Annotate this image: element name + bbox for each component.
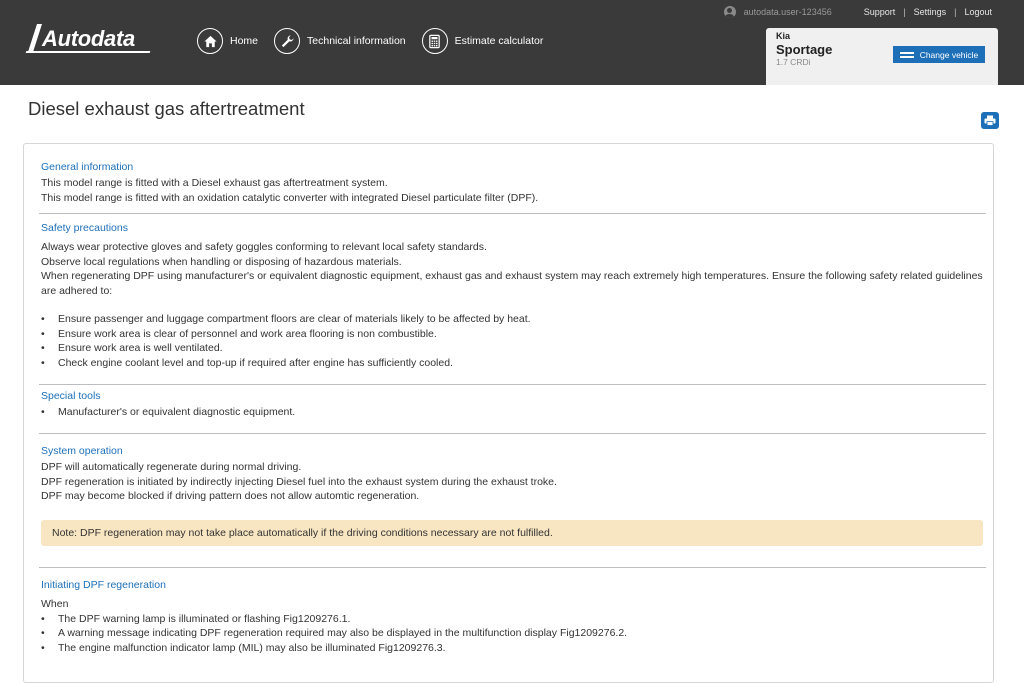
- list-item-text: Ensure work area is well ventilated.: [58, 342, 223, 354]
- change-vehicle-button[interactable]: [893, 46, 985, 63]
- section-title: Initiating DPF regeneration: [41, 579, 166, 591]
- section-initiating-dpf-regeneration: [41, 579, 986, 655]
- separator: |: [903, 7, 906, 17]
- section-system-operation: [41, 445, 986, 504]
- list-item: • A warning message indicating DPF regeneration required may also be displayed in the multifunction display Fig1209276.2.: [41, 627, 628, 639]
- list-item-text: Ensure passenger and luggage compartment floors are clear of materials likely to be affected by heat.: [58, 313, 531, 325]
- divider: [39, 567, 986, 568]
- settings-link[interactable]: Settings: [913, 7, 947, 17]
- nav-home-label: Home: [230, 35, 259, 47]
- print-icon: [984, 115, 996, 126]
- list-item: • Manufacturer's or equivalent diagnostic equipment.: [41, 406, 296, 418]
- vehicle-engine: 1.7 CRDi: [776, 57, 811, 67]
- text-line: This model range is fitted with an oxidation catalytic converter with integrated Diesel particulate filter (DPF).: [41, 191, 539, 204]
- text-line: When regenerating DPF using manufacturer's or equivalent diagnostic equipment, exhaust gas and exhaust system may reach extremely high temperatures. Ensure the following safety related guidelines are adhered to:: [41, 270, 983, 297]
- list-item-text: A warning message indicating DPF regeneration required may also be displayed in the multifunction display Fig1209276.2.: [58, 627, 628, 639]
- text-line: Observe local regulations when handling or disposing of hazardous materials.: [41, 255, 402, 268]
- list-item: • Ensure work area is well ventilated.: [41, 342, 223, 354]
- list-item: • Ensure passenger and luggage compartment floors are clear of materials likely to be affected by heat.: [41, 313, 531, 325]
- separator: |: [954, 7, 957, 17]
- list-item-text: Ensure work area is clear of personnel and work area flooring is non combustible.: [58, 327, 437, 340]
- text-line: Always wear protective gloves and safety goggles conforming to relevant local safety standards.: [41, 241, 487, 253]
- list-item: • Ensure work area is clear of personnel and work area flooring is non combustible.: [41, 327, 437, 340]
- text-line: DPF regeneration is initiated by indirectly injecting Diesel fuel into the exhaust system during the exhaust troke.: [41, 475, 557, 488]
- change-vehicle-label: Change vehicle: [919, 49, 979, 60]
- list-item-text: The DPF warning lamp is illuminated or flashing Fig1209276.1.: [58, 612, 351, 625]
- list-item: • The engine malfunction indicator lamp (MIL) may also be illuminated Fig1209276.3.: [41, 641, 446, 654]
- nav-technical-information-label: Technical information: [307, 35, 406, 47]
- username: autodata.user-123456: [743, 7, 832, 17]
- swap-icon: [900, 51, 914, 58]
- logo-underline: [26, 51, 151, 53]
- section-title: System operation: [41, 445, 123, 457]
- text-line: When: [41, 598, 69, 610]
- list-item-text: Manufacturer's or equivalent diagnostic equipment.: [58, 406, 296, 418]
- divider: [39, 384, 986, 385]
- nav-home[interactable]: [197, 28, 258, 54]
- nav-estimate-calculator[interactable]: [422, 28, 544, 54]
- main-nav: [197, 28, 543, 54]
- logo-text: Autodata: [42, 26, 135, 51]
- section-title: Safety precautions: [41, 222, 128, 234]
- divider: [39, 433, 986, 434]
- vehicle-model: Sportage: [776, 42, 833, 57]
- note-box: Note: DPF regeneration may not take place automatically if the driving conditions necessary are not fulfilled.: [41, 520, 983, 546]
- text-line: This model range is fitted with a Diesel exhaust gas aftertreatment system.: [41, 177, 388, 189]
- user-account: [724, 6, 832, 18]
- logout-link[interactable]: Logout: [964, 7, 992, 17]
- user-bar: [724, 6, 1000, 18]
- text-line: DPF will automatically regenerate during normal driving.: [41, 461, 302, 473]
- list-item-text: The engine malfunction indicator lamp (MIL) may also be illuminated Fig1209276.3.: [58, 641, 446, 654]
- nav-estimate-calculator-label: Estimate calculator: [454, 35, 544, 47]
- wrench-icon: [274, 28, 300, 54]
- section-safety-precautions: [41, 222, 986, 370]
- calculator-icon: [422, 28, 448, 54]
- section-special-tools: [41, 390, 986, 420]
- vehicle-panel: [766, 28, 998, 85]
- support-link[interactable]: Support: [863, 7, 896, 17]
- content-panel: [23, 143, 994, 683]
- list-item: • Check engine coolant level and top-up if required after engine has sufficiently cooled.: [41, 356, 453, 369]
- user-icon: [724, 6, 736, 18]
- nav-technical-information[interactable]: [274, 28, 406, 54]
- autodata-logo[interactable]: [26, 24, 152, 56]
- vehicle-make: Kia: [776, 31, 791, 41]
- list-item-text: Check engine coolant level and top-up if required after engine has sufficiently cooled.: [58, 356, 453, 369]
- section-title: Special tools: [41, 390, 101, 402]
- divider: [39, 213, 986, 214]
- home-icon: [197, 28, 223, 54]
- logo-slash-icon: [28, 24, 42, 52]
- page-title: Diesel exhaust gas aftertreatment: [28, 98, 305, 119]
- list-item: • The DPF warning lamp is illuminated or flashing Fig1209276.1.: [41, 612, 351, 625]
- print-button[interactable]: [981, 112, 999, 129]
- section-general-information: [41, 161, 986, 205]
- text-line: DPF may become blocked if driving pattern does not allow automtic regeneration.: [41, 490, 420, 502]
- top-header: [0, 0, 1024, 85]
- section-title: General information: [41, 161, 134, 173]
